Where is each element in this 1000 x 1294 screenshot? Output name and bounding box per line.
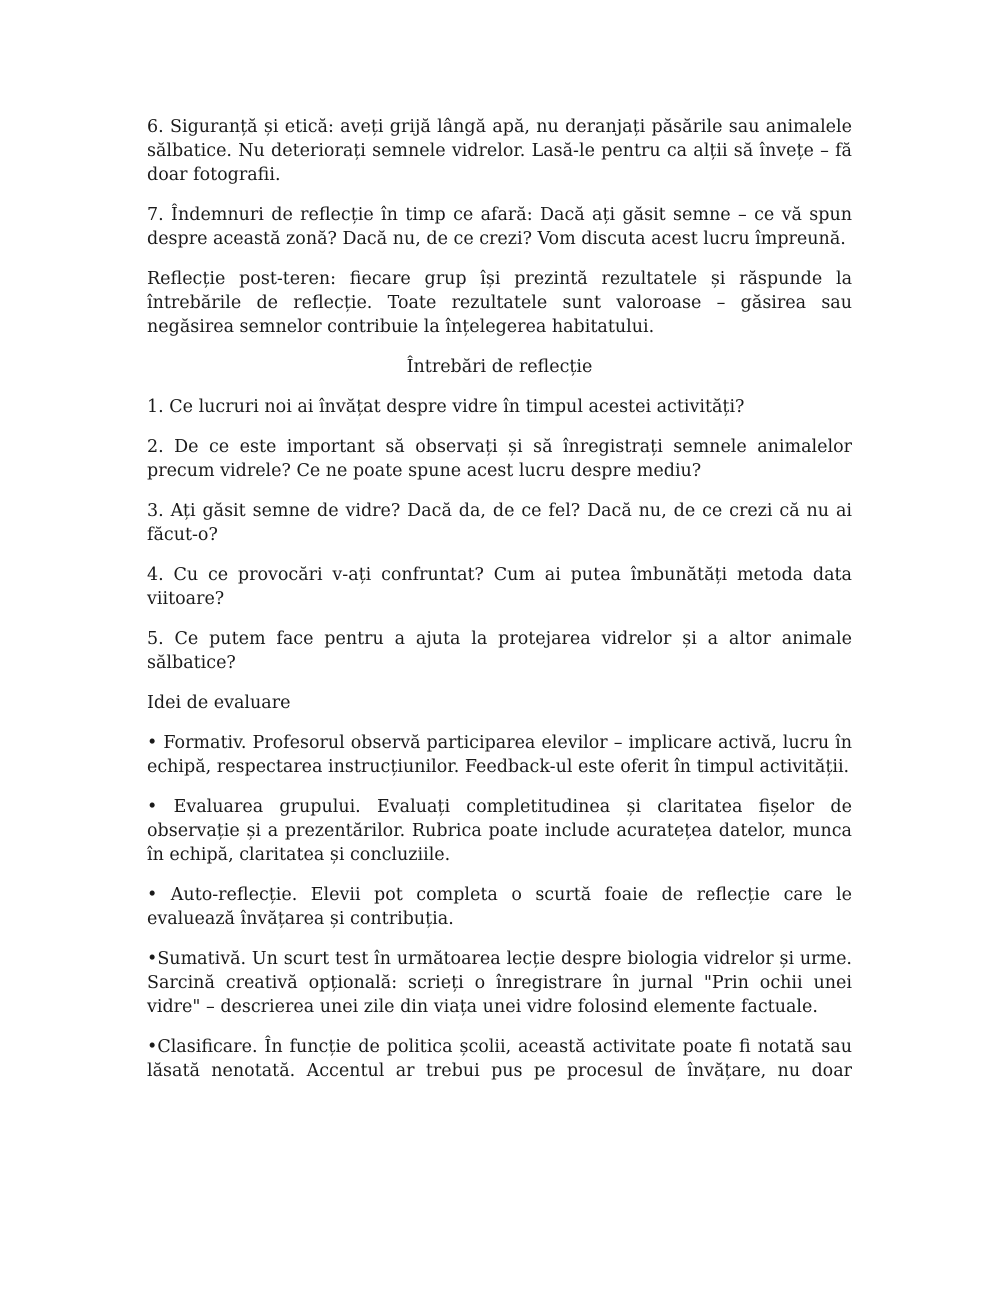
question-item: 3. Ați găsit semne de vidre? Dacă da, de ce fel? Dacă nu, de ce crezi că nu ai făcut-o? xyxy=(147,501,852,545)
paragraph-post-field-reflection: Reflecție post-teren: fiecare grup își prezintă rezultatele și răspunde la întrebările de reflecție. Toate rezultatele sunt valoroase – găsirea sau negăsirea semnelor contribuie la înțelegerea habitatului. xyxy=(147,269,852,337)
evaluation-item: • Evaluarea grupului. Evaluați completitudinea și claritatea fișelor de observație și a prezentărilor. Rubrica poate include acuratețea datelor, munca în echipă, claritatea și concluziile. xyxy=(147,797,852,865)
question-item: 1. Ce lucruri noi ai învățat despre vidre în timpul acestei activități? xyxy=(147,397,745,417)
evaluation-ideas-heading: Idei de evaluare xyxy=(147,693,291,713)
evaluation-item: • Auto-reflecție. Elevii pot completa o scurtă foaie de reflecție care le evaluează învățarea și contribuția. xyxy=(147,885,852,929)
paragraph-reflection-prompts: 7. Îndemnuri de reflecție în timp ce afară: Dacă ați găsit semne – ce vă spun despre această zonă? Dacă nu, de ce crezi? Vom discuta acest lucru împreună. xyxy=(147,205,852,249)
paragraph-safety-ethics: 6. Siguranță și etică: aveți grijă lângă apă, nu deranjați păsările sau animalele sălbatice. Nu deteriorați semnele vidrelor. Lasă-le pentru ca alții să învețe – fă doar fotografii. xyxy=(147,117,852,185)
document-page xyxy=(147,115,852,1083)
question-item: 4. Cu ce provocări v-ați confruntat? Cum ai putea îmbunătăți metoda data viitoare? xyxy=(147,565,852,609)
evaluation-item: •Sumativă. Un scurt test în următoarea lecție despre biologia vidrelor și urme. Sarcină creativă opțională: scrieți o înregistrare în jurnal "Prin ochii unei vidre" – descrierea unei zile din viața unei vidre folosind elemente factuale. xyxy=(147,949,852,1017)
evaluation-item-grading: •Clasificare. În funcție de politica școlii, această activitate poate fi notată sau lăsată nenotată. Accentul ar trebui pus pe procesul de învățare, nu doar xyxy=(147,1037,852,1081)
question-item: 2. De ce este important să observați și să înregistrați semnele animalelor precum vidrele? Ce ne poate spune acest lucru despre mediu? xyxy=(147,437,852,481)
reflection-questions-heading: Întrebări de reflecție xyxy=(406,357,593,377)
evaluation-item: • Formativ. Profesorul observă participarea elevilor – implicare activă, lucru în echipă, respectarea instrucțiunilor. Feedback-ul este oferit în timpul activității. xyxy=(147,733,852,777)
question-item: 5. Ce putem face pentru a ajuta la protejarea vidrelor și a altor animale sălbatice? xyxy=(147,629,852,673)
